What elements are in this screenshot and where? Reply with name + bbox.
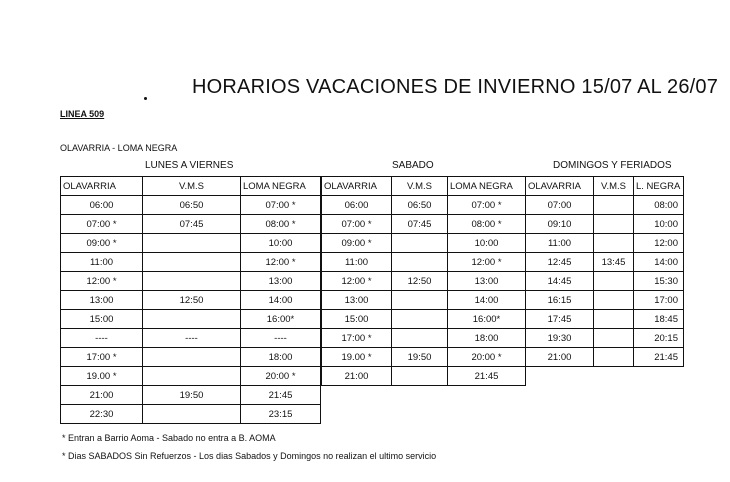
table-row [61, 348, 321, 367]
time-cell [594, 348, 634, 367]
time-cell: 16:00* [448, 310, 526, 329]
section-sundays: DOMINGOS Y FERIADOS [553, 160, 672, 171]
time-cell: 19:50 [392, 348, 448, 367]
time-cell: ---- [143, 329, 241, 348]
time-cell [392, 234, 448, 253]
time-cell: 09:10 [526, 215, 594, 234]
table-header-row [526, 177, 684, 196]
time-cell: 12:00 * [322, 272, 392, 291]
time-cell [392, 367, 448, 386]
time-cell: 07:00 * [448, 196, 526, 215]
route-name: OLAVARRIA - LOMA NEGRA [60, 143, 178, 153]
time-cell: 11:00 [61, 253, 143, 272]
table-row [322, 196, 526, 215]
footnote-aoma: * Entran a Barrio Aoma - Sabado no entra a B. AOMA [62, 433, 276, 443]
table-row [61, 196, 321, 215]
time-cell: 15:00 [61, 310, 143, 329]
column-header: OLAVARRIA [61, 177, 143, 196]
stray-dot [144, 97, 147, 100]
time-cell: 22:30 [61, 405, 143, 424]
time-cell: 21:00 [61, 386, 143, 405]
table-row [322, 272, 526, 291]
table-row [322, 310, 526, 329]
time-cell: 08:00 [634, 196, 684, 215]
page-title: HORARIOS VACACIONES DE INVIERNO 15/07 AL 26/07 [192, 76, 719, 98]
time-cell: 09:00 * [322, 234, 392, 253]
time-cell: 14:00 [448, 291, 526, 310]
table-row [61, 253, 321, 272]
time-cell: 06:50 [143, 196, 241, 215]
time-cell: 14:00 [634, 253, 684, 272]
table-row [322, 329, 526, 348]
column-header: LOMA NEGRA [448, 177, 526, 196]
time-cell: ---- [61, 329, 143, 348]
table-row [61, 329, 321, 348]
time-cell: 19.00 * [61, 367, 143, 386]
time-cell: 18:00 [241, 348, 321, 367]
table-row [526, 310, 684, 329]
time-cell: 14:45 [526, 272, 594, 291]
table-row [322, 215, 526, 234]
time-cell: 17:00 * [61, 348, 143, 367]
table-header-row [61, 177, 321, 196]
time-cell: 23:15 [241, 405, 321, 424]
time-cell: 13:00 [322, 291, 392, 310]
time-cell [594, 291, 634, 310]
table-header-row [322, 177, 526, 196]
time-cell: 20:00 * [448, 348, 526, 367]
time-cell: 07:00 * [61, 215, 143, 234]
section-weekdays: LUNES A VIERNES [145, 160, 234, 171]
table-row [322, 291, 526, 310]
table-row [61, 367, 321, 386]
time-cell: 13:45 [594, 253, 634, 272]
time-cell: 21:45 [448, 367, 526, 386]
time-cell: 09:00 * [61, 234, 143, 253]
time-cell: 12:45 [526, 253, 594, 272]
time-cell: 13:00 [241, 272, 321, 291]
column-header: V.M.S [143, 177, 241, 196]
time-cell: 10:00 [634, 215, 684, 234]
column-header: OLAVARRIA [526, 177, 594, 196]
time-cell: 12:50 [143, 291, 241, 310]
table-row [526, 348, 684, 367]
time-cell: 17:00 * [322, 329, 392, 348]
time-cell: 08:00 * [448, 215, 526, 234]
time-cell: 07:00 [526, 196, 594, 215]
time-cell: 19:50 [143, 386, 241, 405]
time-cell [143, 405, 241, 424]
table-row [322, 253, 526, 272]
column-header: LOMA NEGRA [241, 177, 321, 196]
time-cell: 18:00 [448, 329, 526, 348]
time-cell: 13:00 [448, 272, 526, 291]
time-cell: 06:50 [392, 196, 448, 215]
time-cell: ---- [241, 329, 321, 348]
footnote-saturdays: * Dias SABADOS Sin Refuerzos - Los dias Sabados y Domingos no realizan el ultimo servicio [62, 451, 437, 461]
time-cell: 20:00 * [241, 367, 321, 386]
time-cell: 19.00 * [322, 348, 392, 367]
table-row [322, 234, 526, 253]
table-row [61, 386, 321, 405]
table-row [61, 291, 321, 310]
time-cell [392, 291, 448, 310]
section-saturday: SABADO [392, 160, 434, 171]
time-cell [143, 272, 241, 291]
table-row [61, 272, 321, 291]
time-cell [594, 234, 634, 253]
time-cell: 16:00* [241, 310, 321, 329]
column-header: V.M.S [594, 177, 634, 196]
table-row [322, 367, 526, 386]
time-cell: 12:00 * [448, 253, 526, 272]
sundays-table [525, 176, 684, 367]
time-cell: 17:45 [526, 310, 594, 329]
column-header: V.M.S [392, 177, 448, 196]
time-cell: 08:00 * [241, 215, 321, 234]
time-cell: 06:00 [61, 196, 143, 215]
time-cell: 21:45 [241, 386, 321, 405]
time-cell: 07:45 [143, 215, 241, 234]
time-cell [594, 196, 634, 215]
table-row [61, 310, 321, 329]
table-row [526, 253, 684, 272]
time-cell: 12:00 * [241, 253, 321, 272]
table-row [61, 234, 321, 253]
time-cell [594, 310, 634, 329]
time-cell: 19:30 [526, 329, 594, 348]
time-cell: 15:30 [634, 272, 684, 291]
time-cell: 13:00 [61, 291, 143, 310]
time-cell: 07:00 * [322, 215, 392, 234]
table-row [526, 196, 684, 215]
column-header: L. NEGRA [634, 177, 684, 196]
time-cell [392, 253, 448, 272]
line-number: LINEA 509 [60, 109, 105, 119]
time-cell: 12:50 [392, 272, 448, 291]
time-cell [143, 348, 241, 367]
time-cell: 20:15 [634, 329, 684, 348]
time-cell: 07:00 * [241, 196, 321, 215]
time-cell: 21:00 [322, 367, 392, 386]
time-cell [143, 367, 241, 386]
time-cell [392, 310, 448, 329]
time-cell: 07:45 [392, 215, 448, 234]
time-cell: 10:00 [448, 234, 526, 253]
time-cell [594, 272, 634, 291]
time-cell: 12:00 * [61, 272, 143, 291]
time-cell [143, 310, 241, 329]
time-cell: 21:00 [526, 348, 594, 367]
table-row [526, 329, 684, 348]
column-header: OLAVARRIA [322, 177, 392, 196]
time-cell [392, 329, 448, 348]
time-cell: 17:00 [634, 291, 684, 310]
time-cell [594, 215, 634, 234]
table-row [322, 348, 526, 367]
time-cell: 16:15 [526, 291, 594, 310]
time-cell: 12:00 [634, 234, 684, 253]
time-cell: 15:00 [322, 310, 392, 329]
table-row [526, 291, 684, 310]
time-cell [594, 329, 634, 348]
time-cell: 18:45 [634, 310, 684, 329]
table-row [526, 234, 684, 253]
table-row [526, 272, 684, 291]
time-cell: 14:00 [241, 291, 321, 310]
time-cell: 11:00 [526, 234, 594, 253]
table-row [526, 215, 684, 234]
table-row [61, 215, 321, 234]
time-cell: 06:00 [322, 196, 392, 215]
time-cell: 11:00 [322, 253, 392, 272]
time-cell: 10:00 [241, 234, 321, 253]
time-cell [143, 253, 241, 272]
time-cell [143, 234, 241, 253]
time-cell: 21:45 [634, 348, 684, 367]
table-row [61, 405, 321, 424]
weekdays-table [60, 176, 321, 424]
saturday-table [321, 176, 526, 386]
